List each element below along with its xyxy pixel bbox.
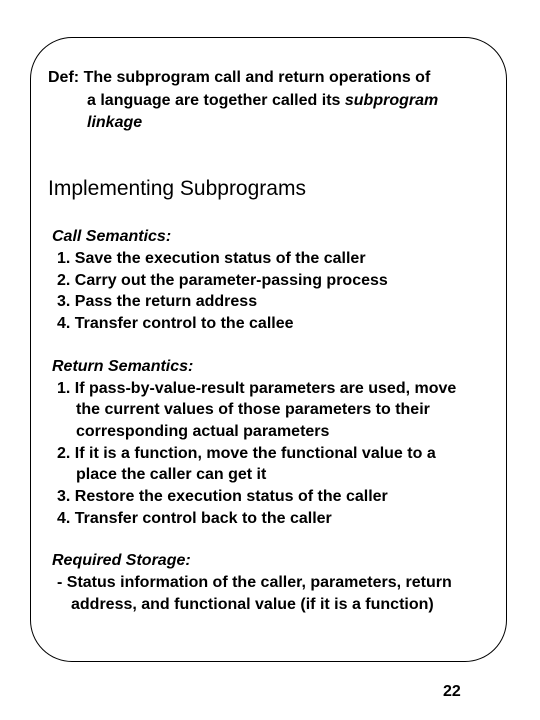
- page-number: 22: [443, 683, 461, 700]
- definition-term-1: subprogram: [344, 92, 439, 109]
- required-storage-title: Required Storage:: [52, 552, 191, 569]
- call-semantics-title: Call Semantics:: [52, 228, 172, 245]
- definition-text-2: a language are together called its: [87, 92, 341, 109]
- call-item-4: 4. Transfer control to the callee: [57, 315, 294, 332]
- definition-text-1: The subprogram call and return operations of: [83, 69, 431, 86]
- return-item-2-line-2: place the caller can get it: [76, 466, 267, 483]
- return-item-1-line-3: corresponding actual parameters: [76, 423, 330, 440]
- return-semantics-title: Return Semantics:: [52, 358, 194, 375]
- call-item-3: 3. Pass the return address: [57, 293, 258, 310]
- return-item-2-line-1: 2. If it is a function, move the functional value to a: [57, 445, 436, 462]
- definition-term-2: linkage: [87, 114, 143, 131]
- required-storage-line-2: address, and functional value (if it is a function): [71, 596, 434, 613]
- definition-line-1: [48, 70, 430, 86]
- definition-label: Def:: [48, 69, 80, 86]
- call-item-2: 2. Carry out the parameter-passing process: [57, 272, 388, 289]
- return-item-4: 4. Transfer control back to the caller: [57, 510, 332, 527]
- section-heading: Implementing Subprograms: [48, 177, 306, 200]
- return-item-3: 3. Restore the execution status of the caller: [57, 488, 388, 505]
- return-item-1-line-2: the current values of those parameters to their: [76, 401, 430, 418]
- return-item-1-line-1: 1. If pass-by-value-result parameters are used, move: [57, 380, 457, 397]
- required-storage-line-1: - Status information of the caller, parameters, return: [57, 574, 452, 591]
- call-item-1: 1. Save the execution status of the caller: [57, 250, 366, 267]
- definition-line-2: [87, 93, 438, 109]
